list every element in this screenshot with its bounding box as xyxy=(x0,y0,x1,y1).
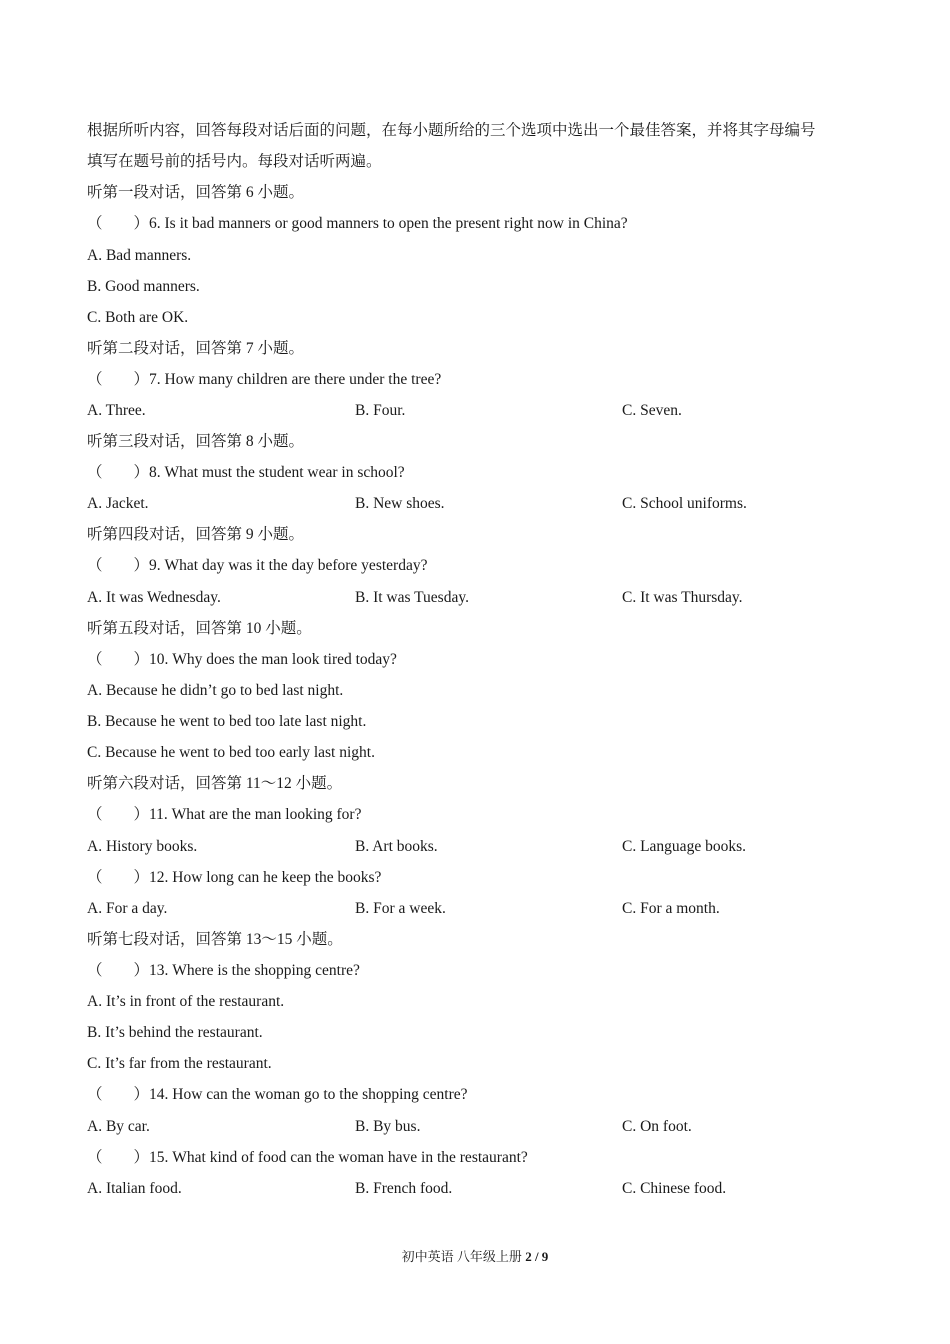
q11-option-b: B. Art books. xyxy=(355,838,438,855)
question-11: （ ）11. What are the man looking for? xyxy=(87,806,362,823)
q14-option-b: B. By bus. xyxy=(355,1118,421,1135)
page-footer xyxy=(0,1246,950,1265)
q12-option-c: C. For a month. xyxy=(622,900,720,917)
q10-option-b: B. Because he went to bed too late last night. xyxy=(87,713,367,730)
section-heading-5: 听第五段对话，回答第 10 小题。 xyxy=(87,620,312,637)
q11-option-a: A. History books. xyxy=(87,838,198,855)
intro-line-2: 填写在题号前的括号内。每段对话听两遍。 xyxy=(87,153,382,170)
q13-option-b: B. It’s behind the restaurant. xyxy=(87,1024,263,1041)
section-heading-6: 听第六段对话，回答第 11～12 小题。 xyxy=(87,775,343,792)
q14-option-a: A. By car. xyxy=(87,1118,150,1135)
q8-option-c: C. School uniforms. xyxy=(622,495,747,512)
q6-option-c: C. Both are OK. xyxy=(87,309,189,326)
q7-option-b: B. Four. xyxy=(355,402,406,419)
section-heading-1: 听第一段对话，回答第 6 小题。 xyxy=(87,184,305,201)
q14-option-c: C. On foot. xyxy=(622,1118,692,1135)
question-8: （ ）8. What must the student wear in school? xyxy=(87,464,405,481)
page-number: 2 / 9 xyxy=(525,1249,549,1264)
question-15: （ ）15. What kind of food can the woman have in the restaurant? xyxy=(87,1149,528,1166)
footer-label: 初中英语 八年级上册 xyxy=(401,1249,522,1264)
q9-option-c: C. It was Thursday. xyxy=(622,589,743,606)
q7-option-a: A. Three. xyxy=(87,402,146,419)
question-14: （ ）14. How can the woman go to the shopping centre? xyxy=(87,1086,468,1103)
q15-option-b: B. French food. xyxy=(355,1180,453,1197)
q9-option-a: A. It was Wednesday. xyxy=(87,589,221,606)
section-heading-3: 听第三段对话，回答第 8 小题。 xyxy=(87,433,305,450)
question-13: （ ）13. Where is the shopping centre? xyxy=(87,962,360,979)
q9-option-b: B. It was Tuesday. xyxy=(355,589,469,606)
question-9: （ ）9. What day was it the day before yesterday? xyxy=(87,557,428,574)
q11-option-c: C. Language books. xyxy=(622,838,746,855)
q7-option-c: C. Seven. xyxy=(622,402,682,419)
question-6: （ ）6. Is it bad manners or good manners to open the present right now in China? xyxy=(87,215,628,232)
q8-option-a: A. Jacket. xyxy=(87,495,149,512)
intro-line-1: 根据所听内容，回答每段对话后面的问题，在每小题所给的三个选项中选出一个最佳答案，并将其字母编号 xyxy=(87,122,816,139)
q15-option-c: C. Chinese food. xyxy=(622,1180,727,1197)
q12-option-b: B. For a week. xyxy=(355,900,446,917)
question-7: （ ）7. How many children are there under the tree? xyxy=(87,371,442,388)
q13-option-a: A. It’s in front of the restaurant. xyxy=(87,993,285,1010)
q15-option-a: A. Italian food. xyxy=(87,1180,182,1197)
question-12: （ ）12. How long can he keep the books? xyxy=(87,869,382,886)
q12-option-a: A. For a day. xyxy=(87,900,168,917)
q10-option-c: C. Because he went to bed too early last night. xyxy=(87,744,375,761)
q6-option-a: A. Bad manners. xyxy=(87,247,192,264)
section-heading-2: 听第二段对话，回答第 7 小题。 xyxy=(87,340,305,357)
section-heading-4: 听第四段对话，回答第 9 小题。 xyxy=(87,526,305,543)
q13-option-c: C. It’s far from the restaurant. xyxy=(87,1055,272,1072)
q8-option-b: B. New shoes. xyxy=(355,495,445,512)
section-heading-7: 听第七段对话，回答第 13～15 小题。 xyxy=(87,931,343,948)
q6-option-b: B. Good manners. xyxy=(87,278,200,295)
question-10: （ ）10. Why does the man look tired today? xyxy=(87,651,397,668)
q10-option-a: A. Because he didn’t go to bed last night. xyxy=(87,682,344,699)
